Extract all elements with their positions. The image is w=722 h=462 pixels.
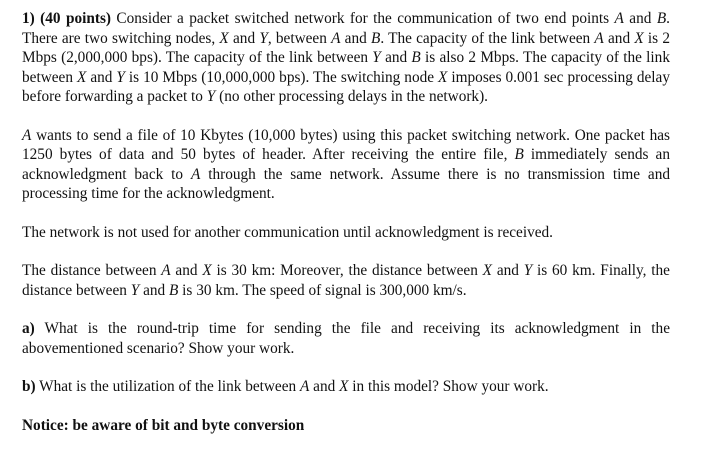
text-segment: and xyxy=(309,378,340,395)
node-label: A xyxy=(161,262,171,279)
node-label: X xyxy=(482,262,493,279)
text-segment: (no other processing delays in the network). xyxy=(215,88,489,105)
node-label: X xyxy=(202,262,212,279)
node-label: A xyxy=(594,29,604,47)
notice-line xyxy=(22,416,670,436)
text-segment: and xyxy=(340,29,371,47)
node-label: X xyxy=(438,68,448,86)
network-usage-paragraph: The network is not used for another communication until acknowledgment is received. xyxy=(22,223,553,241)
node-label: Y xyxy=(523,262,533,279)
node-label: A xyxy=(331,29,341,47)
text-segment: and xyxy=(228,29,260,47)
node-label: A xyxy=(190,165,201,183)
node-label: B xyxy=(371,29,381,47)
node-label: X xyxy=(76,68,87,86)
text-segment: . There are two switching nodes, xyxy=(22,10,670,47)
node-label: A xyxy=(614,10,624,27)
text-segment: is also 2 Mbps. The capacity of the link between xyxy=(22,49,670,86)
text-segment: What is the utilization of the link between xyxy=(35,378,300,395)
distance-paragraph xyxy=(22,261,670,300)
text-segment: is 30 km: Moreover, the distance between xyxy=(211,262,483,279)
text-segment: The distance between xyxy=(22,262,162,279)
question-a-label: a) xyxy=(22,320,35,337)
node-label: B xyxy=(411,49,421,66)
problem-document xyxy=(22,9,670,435)
text-segment: Consider a packet switched network for the communication of two end points xyxy=(111,10,615,27)
text-segment: is 30 km. The speed of signal is 300,000 km/s. xyxy=(178,281,467,299)
node-label: X xyxy=(634,29,644,47)
node-label: Y xyxy=(259,29,268,47)
text-segment: and xyxy=(139,281,169,299)
question-b xyxy=(22,377,670,397)
text-segment: and xyxy=(86,68,117,86)
problem-number: 1) xyxy=(22,10,35,27)
text-segment: and xyxy=(492,262,524,279)
text-segment: is 2 Mbps (2,000,000 bps). The capacity of the link between xyxy=(22,29,670,66)
text-segment: and xyxy=(603,29,635,47)
text-segment: in this model? Show your work. xyxy=(348,378,549,395)
text-segment: is 60 km. Finally, the distance between xyxy=(22,262,670,299)
node-label: X xyxy=(219,29,229,47)
text-segment: imposes 0.001 sec processing delay before forwarding a packet to xyxy=(22,68,670,105)
text-segment: , between xyxy=(267,29,332,47)
node-label: B xyxy=(514,146,524,163)
text-segment: and xyxy=(623,10,657,27)
text-segment: is 10 Mbps (10,000,000 bps). The switching node xyxy=(124,68,439,86)
paragraph-spacer xyxy=(22,397,670,416)
node-label: Y xyxy=(206,88,216,105)
node-label: Y xyxy=(130,281,140,299)
node-label: B xyxy=(656,10,667,27)
paragraph-spacer xyxy=(22,107,670,126)
node-label: B xyxy=(169,281,179,299)
paragraph-spacer xyxy=(22,204,670,223)
file-transfer-paragraph xyxy=(22,126,670,204)
paragraph-spacer xyxy=(22,358,670,377)
node-label: X xyxy=(339,378,349,395)
question-b-label: b) xyxy=(22,378,36,395)
notice-text: Notice: be aware of bit and byte conversion xyxy=(22,416,305,434)
node-label: A xyxy=(22,126,32,144)
text-segment: and xyxy=(170,262,203,279)
question-a xyxy=(22,319,670,358)
node-label: Y xyxy=(116,68,125,86)
text-segment: . The capacity of the link between xyxy=(380,29,595,47)
text-segment: through the same network. Assume there is no transmission time and processing time for the acknowledgment. xyxy=(22,165,670,202)
problem-points: (40 points) xyxy=(40,10,112,27)
paragraph-spacer xyxy=(22,300,670,319)
text-segment: and xyxy=(380,49,412,66)
question-a-text: What is the round-trip time for sending the file and receiving its acknowledgment in the abovementioned scenario? Show your work. xyxy=(22,320,670,357)
text-segment: immediately sends an acknowledgment back to xyxy=(22,146,670,183)
node-label: Y xyxy=(372,49,381,66)
node-label: A xyxy=(299,378,310,395)
text-segment: wants to send a file of 10 Kbytes (10,000 bytes) using this packet switching network. One packet has 1250 bytes of data and 50 bytes of header. After receiving the entire file, xyxy=(22,126,670,163)
problem-statement-paragraph xyxy=(22,9,670,107)
paragraph-spacer xyxy=(22,242,670,261)
